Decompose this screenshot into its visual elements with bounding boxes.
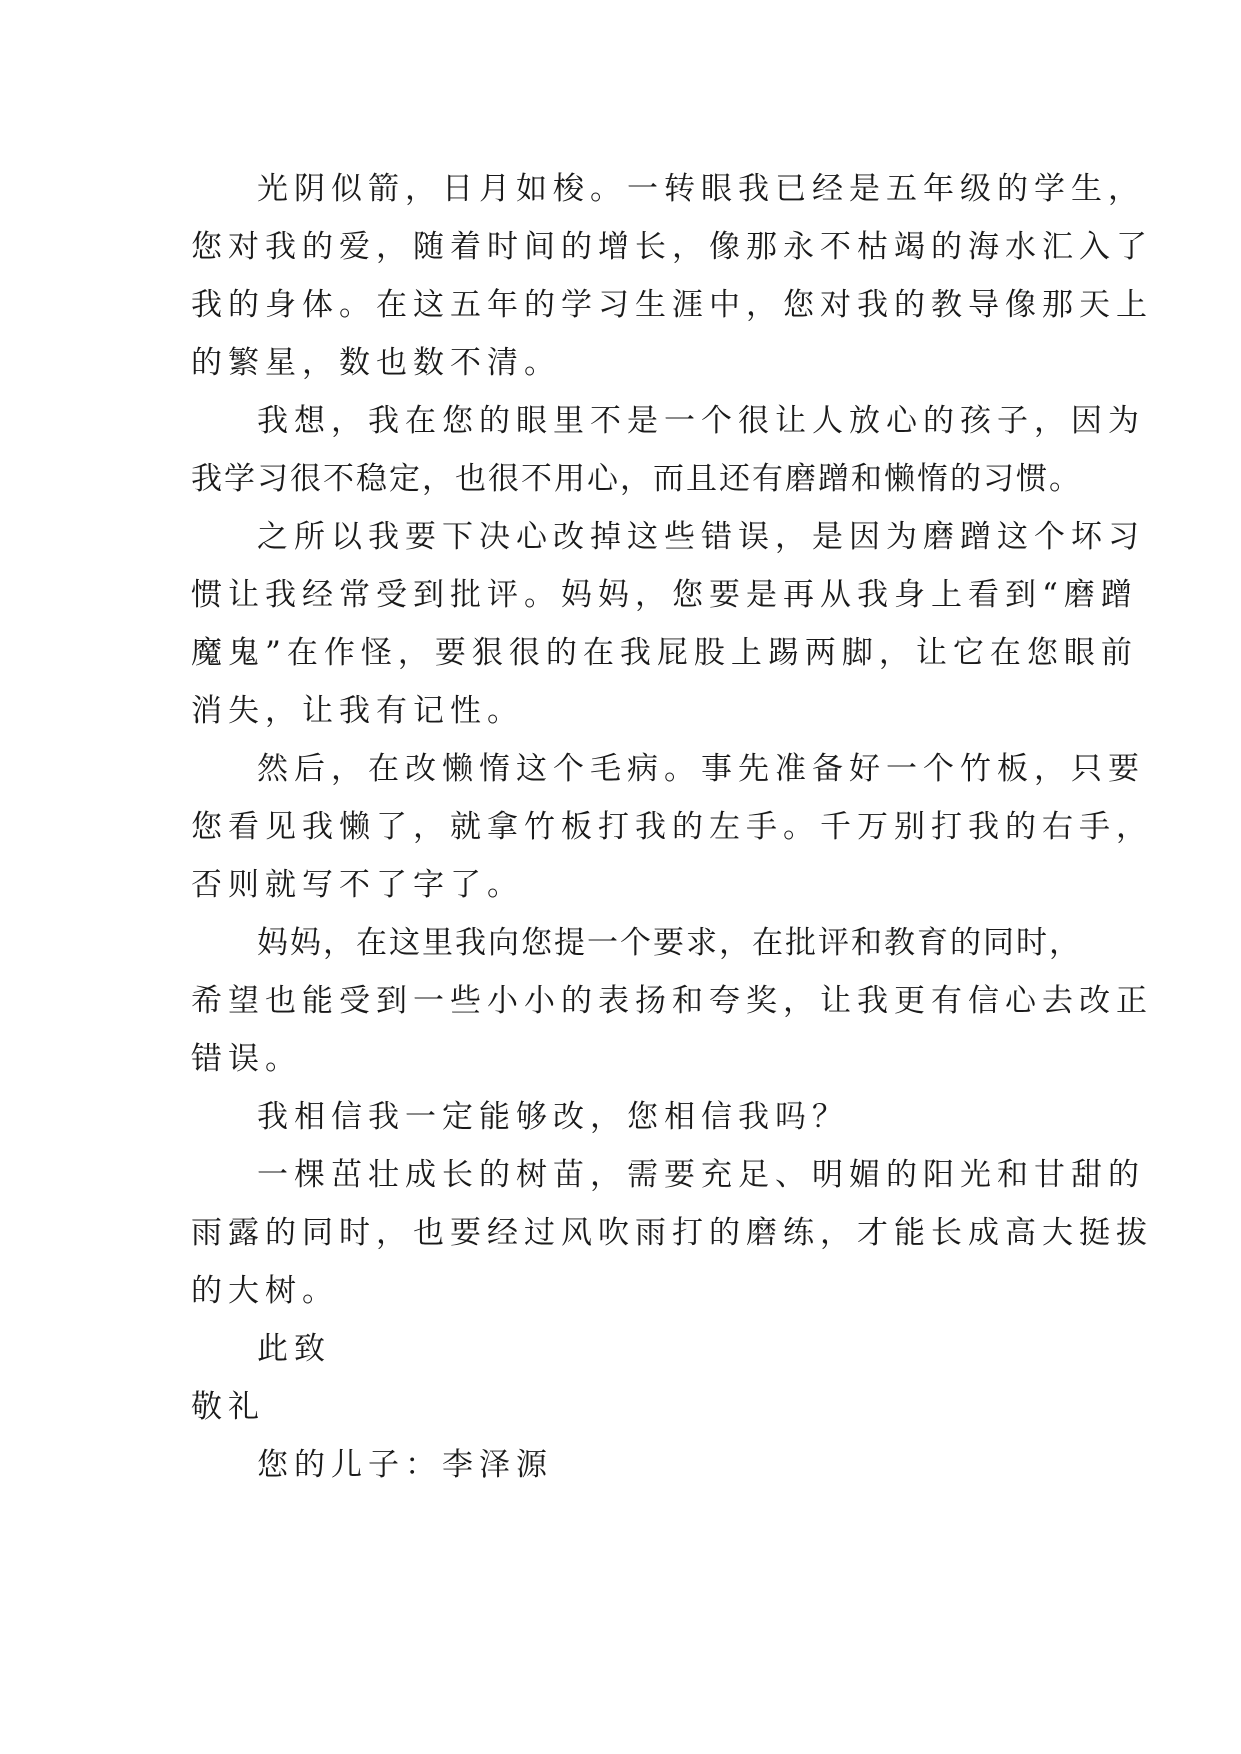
text-line: 光阴似箭，日月如梭。一转眼我已经是五年级的学生， [257, 171, 1145, 207]
text-line: 希望也能受到一些小小的表扬和夸奖，让我更有信心去改正 [191, 983, 1153, 1019]
salute-text: 敬礼 [191, 1389, 265, 1425]
paragraph [191, 1088, 1061, 1146]
text-line: 我学习很不稳定，也很不用心，而且还有磨蹭和懒惰的习惯。 [191, 461, 1082, 497]
paragraph [191, 392, 1145, 508]
letter-body [191, 160, 1153, 1494]
text-line: 之所以我要下决心改掉这些错误，是因为磨蹭这个坏习 [257, 519, 1145, 555]
text-line: 然后，在改懒惰这个毛病。事先准备好一个竹板，只要 [257, 751, 1145, 787]
text-line: 妈妈，在这里我向您提一个要求，在批评和教育的同时， [257, 925, 1082, 961]
text-line: 的繁星，数也数不清。 [191, 345, 561, 381]
text-line: 的大树。 [191, 1273, 339, 1309]
paragraph [191, 160, 1153, 392]
text-line: 魔鬼”在作怪，要狠很的在我屁股上踢两脚，让它在您眼前 [191, 635, 1138, 671]
text-line: 我相信我一定能够改，您相信我吗？ [257, 1099, 849, 1135]
text-line: 您看见我懒了，就拿竹板打我的左手。千万别打我的右手， [191, 809, 1153, 845]
text-line: 惯让我经常受到批评。妈妈，您要是再从我身上看到“磨蹭 [191, 577, 1138, 613]
text-line: 否则就写不了字了。 [191, 867, 524, 903]
paragraph [191, 914, 1153, 1088]
signature: 您的儿子：李泽源 [257, 1447, 553, 1483]
text-line: 雨露的同时，也要经过风吹雨打的磨练，才能长成高大挺拔 [191, 1215, 1153, 1251]
text-line: 一棵茁壮成长的树苗，需要充足、明媚的阳光和甘甜的 [257, 1157, 1145, 1193]
text-line: 消失，让我有记性。 [191, 693, 524, 729]
paragraph [191, 740, 1153, 914]
paragraph [191, 1146, 1153, 1320]
text-line: 您对我的爱，随着时间的增长，像那永不枯竭的海水汇入了 [191, 229, 1153, 265]
text-line: 错误。 [191, 1041, 302, 1077]
closing-text: 此致 [257, 1331, 331, 1367]
text-line: 我想，我在您的眼里不是一个很让人放心的孩子，因为 [257, 403, 1145, 439]
text-line: 我的身体。在这五年的学习生涯中，您对我的教导像那天上 [191, 287, 1153, 323]
paragraph [191, 508, 1145, 740]
